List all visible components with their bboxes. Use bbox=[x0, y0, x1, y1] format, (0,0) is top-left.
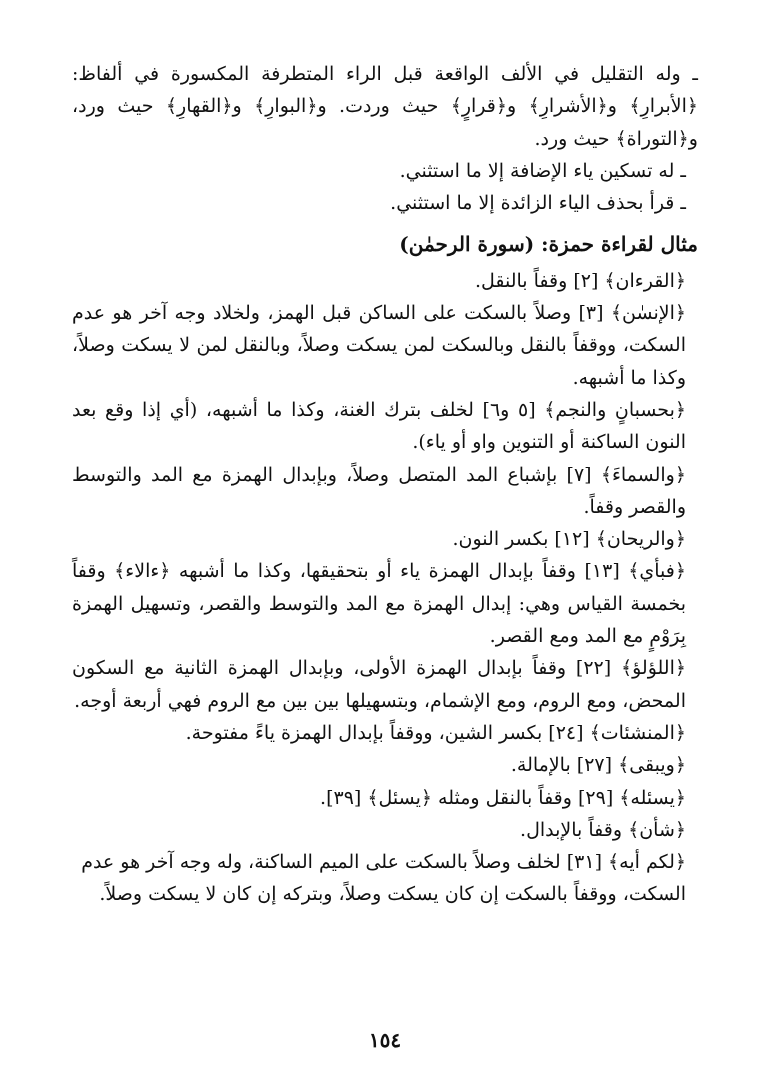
section-heading: مثال لقراءة حمزة: (سورة الرحمٰن) bbox=[399, 232, 698, 257]
paragraph-husban: ﴿بحسبانٍ والنجم﴾ [٥ و٦] لخلف بترك الغنة، وكذا ما أشبهه، (أي إذا وقع بعد النون الساكنة أو التنوين واو أو ياء). bbox=[72, 398, 686, 454]
paragraph-rayhan: ﴿والريحان﴾ [١٢] بكسر النون. bbox=[452, 528, 686, 551]
paragraph-quran: ﴿القرءان﴾ [٢] وقفاً بالنقل. bbox=[474, 269, 686, 292]
paragraph-lakum: ﴿لكم أيه﴾ [٣١] لخلف وصلاً بالسكت على الميم الساكنة، وله وجه آخر هو عدم السكت، ووقفاً بالسكت إن كان يسكت وصلاً، وبتركه إن كان لا يسكت وصلاً. bbox=[81, 851, 686, 906]
paragraph-fabiayy: ﴿فبأي﴾ [١٣] وقفاً بإبدال الهمزة ياء أو بتحقيقها، وكذا ما أشبهه ﴿ءالاء﴾ وقفاً بخمسة القياس وهي: إبدال الهمزة مع المد والتوسط والقصر، وتسهيل الهمزة بِرَوْمٍ مع المد ومع القصر. bbox=[72, 560, 686, 648]
paragraph-lulu: ﴿اللؤلؤ﴾ [٢٢] وقفاً بإبدال الهمزة الأولى، وبإبدال الهمزة الثانية مع السكون المحض، ومع الروم، ومع الإشمام، وبتسهيلها بين بين مع الروم فهي أربعة أوجه. bbox=[72, 657, 687, 712]
paragraph-yasaluhu: ﴿يسئله﴾ [٢٩] وقفاً بالنقل ومثله ﴿يسئل﴾ [٣٩]. bbox=[320, 786, 686, 809]
paragraph-insan: ﴿الإنسٰن﴾ [٣] وصلاً بالسكت على الساكن قبل الهمز، ولخلاد وجه آخر هو عدم السكت، ووقفاً بالنقل وبالسكت لمن يسكت وصلاً، وبالنقل لمن لا يسكت وصلاً، وكذا ما أشبهه. bbox=[72, 302, 686, 389]
paragraph-yaa-idafa: ـ له تسكين ياء الإضافة إلا ما استثني. bbox=[399, 159, 686, 182]
page-number: ١٥٤ bbox=[368, 1028, 402, 1052]
paragraph-samaa: ﴿والسماءَ﴾ [٧] بإشباع المد المتصل وصلاً، وبإبدال الهمزة مع المد والتوسط والقصر وقفاً. bbox=[72, 463, 686, 518]
paragraph-yabqa: ﴿ويبقى﴾ [٢٧] بالإمالة. bbox=[510, 754, 686, 777]
paragraph-yaa-zaida: ـ قرأ بحذف الياء الزائدة إلا ما استثني. bbox=[390, 192, 686, 215]
paragraph-munshaat: ﴿المنشئات﴾ [٢٤] بكسر الشين، ووقفاً بإبدال الهمزة ياءً مفتوحة. bbox=[185, 721, 686, 744]
paragraph-taqlil: ـ وله التقليل في الألف الواقعة قبل الراء المتطرفة المكسورة في ألفاظ: ﴿الأبرارِ﴾ و﴿الأشرارِ﴾ و﴿قرارٍ﴾ حيث وردت. و﴿البوارِ﴾ و﴿القهارِ﴾ حيث ورد، و﴿التوراة﴾ حيث ورد. bbox=[72, 63, 698, 150]
paragraph-shan: ﴿شأن﴾ وقفاً بالإبدال. bbox=[520, 818, 686, 841]
page-body bbox=[72, 58, 698, 911]
